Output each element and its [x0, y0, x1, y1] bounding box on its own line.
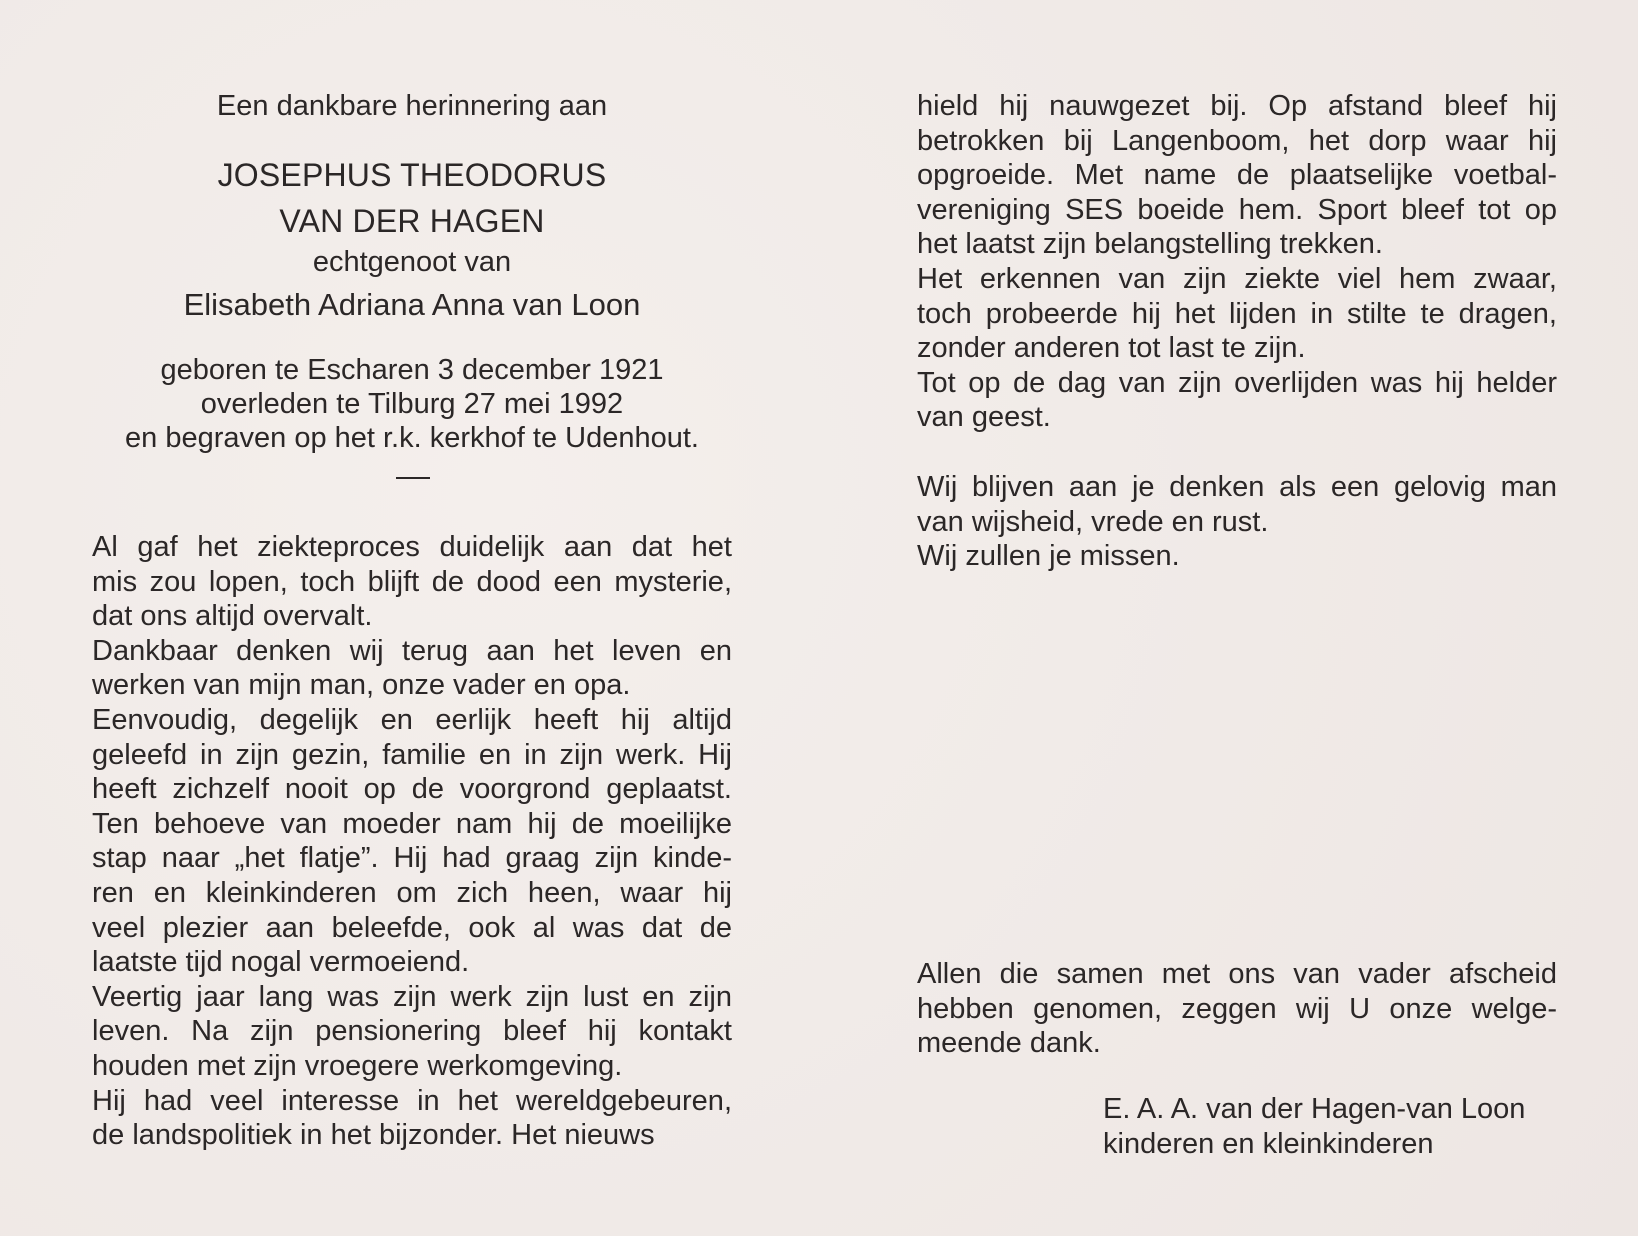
signature-name: E. A. A. van der Hagen-van Loon	[1103, 1093, 1526, 1125]
text-line: veel plezier aan beleefde, ook al was dat de	[92, 911, 732, 944]
deceased-name-line2: VAN DER HAGEN	[279, 203, 545, 239]
text-line: het laatst zijn belangstelling trekken.	[917, 228, 1383, 261]
text-line: zonder anderen tot last te zijn.	[917, 332, 1306, 365]
left-body-text	[92, 530, 732, 1153]
text-line: Ten behoeve van moeder nam hij de moeilijke	[92, 807, 732, 840]
burial-info: en begraven op het r.k. kerkhof te Udenhout.	[125, 422, 699, 454]
text-line: ren en kleinkinderen om zich heen, waar hij	[92, 876, 732, 909]
death-info: overleden te Tilburg 27 mei 1992	[200, 388, 624, 420]
text-line: de landspolitiek in het bijzonder. Het nieuws	[92, 1119, 655, 1152]
text-line: hebben genomen, zeggen wij U onze welge-	[917, 992, 1557, 1025]
intro-text: Een dankbare herinnering aan	[216, 90, 608, 122]
text-line: betrokken bij Langenboom, het dorp waar hij	[917, 124, 1557, 157]
header-divider	[396, 477, 430, 479]
text-line: van wijsheid, vrede en rust.	[917, 505, 1269, 538]
text-line: laatste tijd nogal vermoeiend.	[92, 946, 470, 979]
text-line: vereniging SES boeide hem. Sport bleef tot op	[917, 193, 1557, 226]
text-line: Al gaf het ziekteproces duidelijk aan dat het	[92, 531, 732, 563]
text-line: dat ons altijd overvalt.	[92, 600, 373, 633]
text-line: Eenvoudig, degelijk en eerlijk heeft hij altijd	[92, 703, 732, 736]
text-line: van geest.	[917, 401, 1051, 434]
text-line: Dankbaar denken wij terug aan het leven en	[92, 634, 732, 667]
relation-text: echtgenoot van	[312, 246, 512, 278]
text-line: geleefd in zijn gezin, familie en in zijn werk. Hij	[92, 738, 732, 771]
text-line: Tot op de dag van zijn overlijden was hij helder	[917, 366, 1557, 399]
text-line: Wij zullen je missen.	[917, 540, 1180, 573]
text-line: heeft zichzelf nooit op de voorgrond geplaatst.	[92, 773, 732, 806]
deceased-name-line1: JOSEPHUS THEODORUS	[217, 157, 607, 193]
right-body-text	[917, 89, 1557, 435]
signature-family: kinderen en kleinkinderen	[1103, 1128, 1434, 1160]
text-line: werken van mijn man, onze vader en opa.	[92, 669, 631, 702]
text-line: leven. Na zijn pensionering bleef hij kontakt	[92, 1015, 732, 1048]
text-line: mis zou lopen, toch blijft de dood een mysterie,	[92, 565, 732, 598]
thanks-text	[917, 957, 1557, 1061]
text-line: Allen die samen met ons van vader afscheid	[917, 958, 1557, 990]
text-line: Wij blijven aan je denken als een gelovig man	[917, 471, 1557, 503]
text-line: hield hij nauwgezet bij. Op afstand bleef hij	[917, 90, 1557, 122]
text-line: toch probeerde hij het lijden in stilte te dragen,	[917, 297, 1557, 330]
text-line: Hij had veel interesse in het wereldgebeuren,	[92, 1084, 732, 1117]
text-line: houden met zijn vroegere werkomgeving.	[92, 1049, 623, 1082]
spouse-name: Elisabeth Adriana Anna van Loon	[183, 287, 641, 322]
remembrance-text	[917, 470, 1557, 574]
text-line: opgroeide. Met name de plaatselijke voetbal-	[917, 159, 1557, 192]
text-line: stap naar „het flatje”. Hij had graag zijn kinde-	[92, 842, 732, 875]
text-line: Veertig jaar lang was zijn werk zijn lust en zijn	[92, 980, 732, 1013]
text-line: meende dank.	[917, 1027, 1101, 1060]
birth-info: geboren te Escharen 3 december 1921	[160, 354, 664, 386]
signature-block	[1103, 1092, 1525, 1162]
text-line: Het erkennen van zijn ziekte viel hem zwaar,	[917, 262, 1557, 295]
